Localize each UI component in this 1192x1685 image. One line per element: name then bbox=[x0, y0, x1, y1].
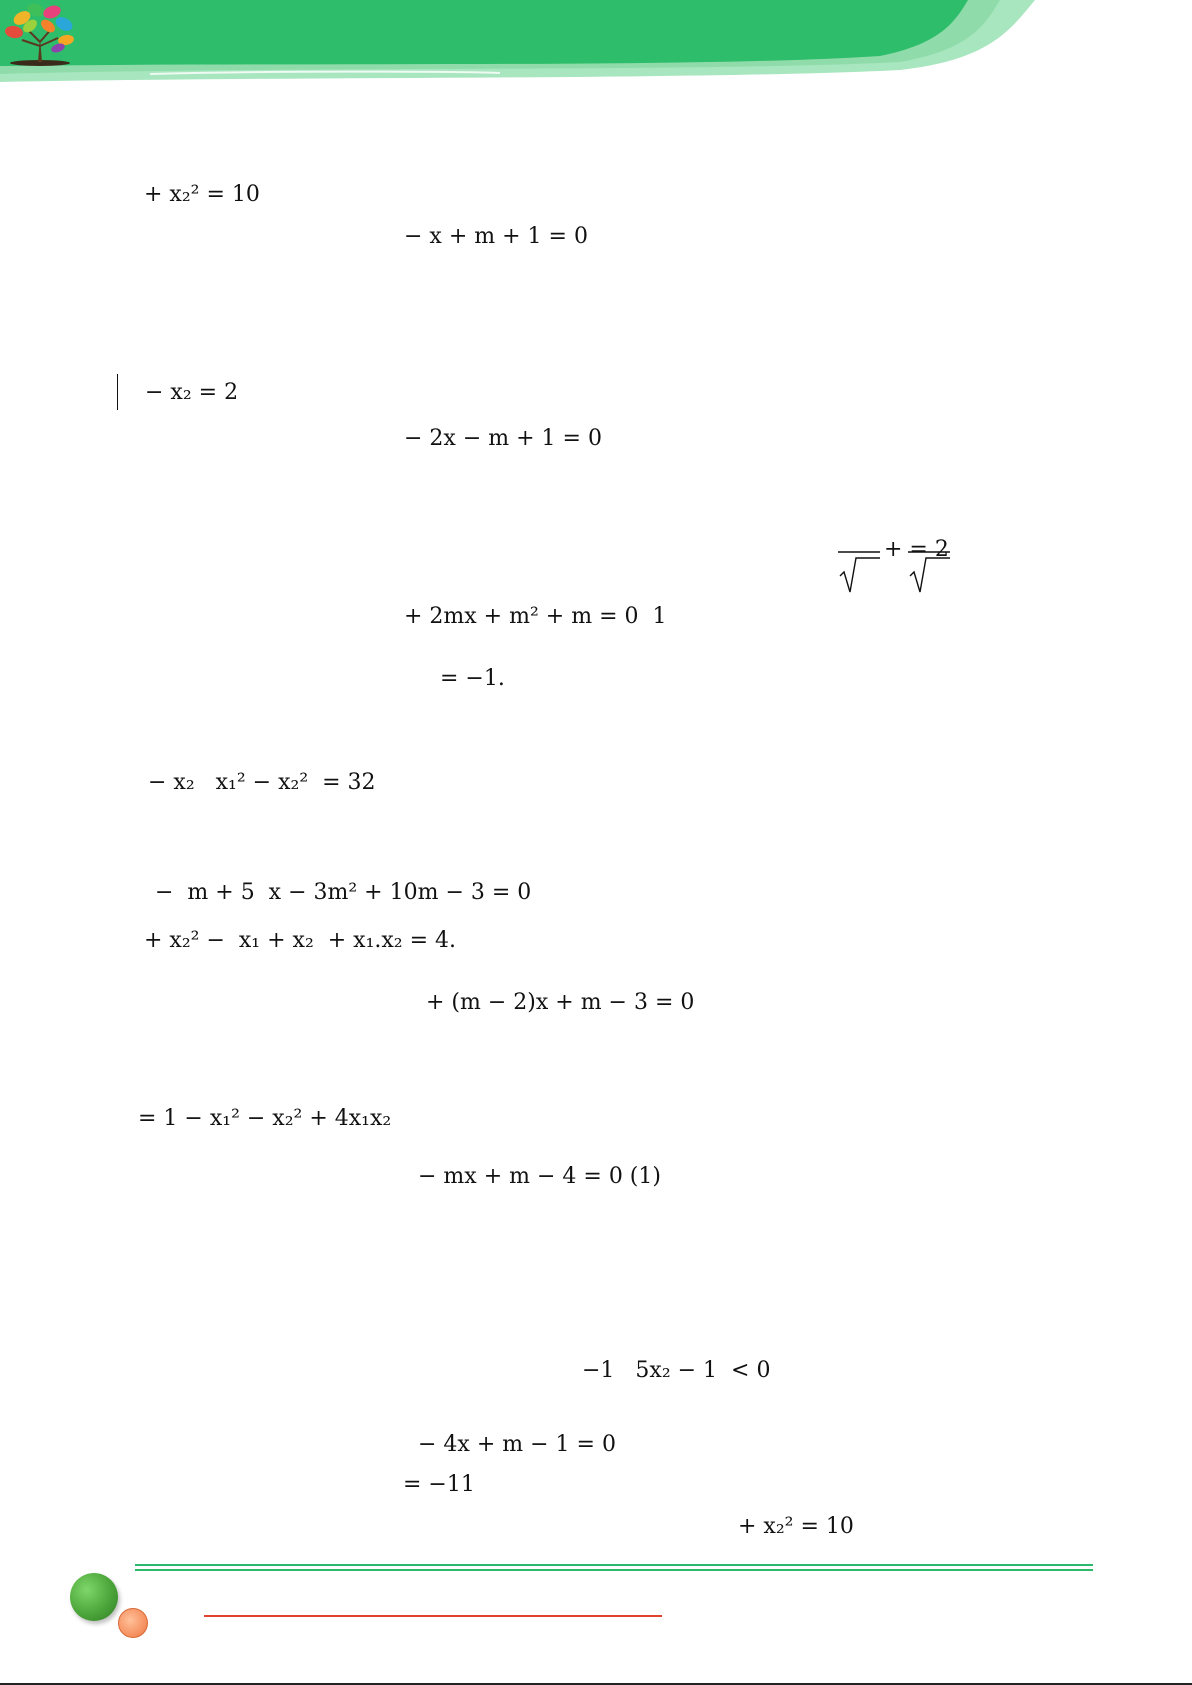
equation-17: + x₂² = 10 bbox=[738, 1514, 854, 1539]
equation-10: + x₂² − x₁ + x₂ + x₁.x₂ = 4. bbox=[144, 928, 457, 953]
equation-11: + (m − 2)x + m − 3 = 0 bbox=[426, 990, 695, 1015]
footer-red-rule bbox=[204, 1615, 662, 1617]
equation-9: − m + 5 x − 3m² + 10m − 3 = 0 bbox=[155, 880, 532, 905]
equation-15: − 4x + m − 1 = 0 bbox=[418, 1432, 616, 1457]
equation-14: −1 5x₂ − 1 < 0 bbox=[582, 1358, 771, 1383]
equation-8: − x₂ x₁² − x₂² = 32 bbox=[148, 770, 376, 795]
equation-4: − 2x − m + 1 = 0 bbox=[404, 426, 602, 451]
equation-1: + x₂² = 10 bbox=[144, 182, 260, 207]
footer-double-rule bbox=[135, 1564, 1093, 1574]
equation-7: = −1. bbox=[440, 666, 505, 691]
equation-16: = −11 bbox=[403, 1472, 475, 1497]
equation-5: + = 2 bbox=[884, 537, 949, 562]
tree-logo-icon bbox=[0, 0, 80, 70]
abs-bar-left bbox=[117, 374, 118, 410]
equation-3: − x₂ = 2 bbox=[145, 380, 239, 405]
orange-ball-icon bbox=[118, 1608, 148, 1638]
equation-13: − mx + m − 4 = 0 (1) bbox=[418, 1164, 661, 1189]
equation-2: − x + m + 1 = 0 bbox=[404, 224, 588, 249]
equation-6: + 2mx + m² + m = 0 1 bbox=[404, 604, 667, 629]
green-ball-icon bbox=[70, 1573, 118, 1621]
header-wave bbox=[0, 0, 1192, 90]
equation-12: = 1 − x₁² − x₂² + 4x₁x₂ bbox=[138, 1106, 392, 1131]
header-banner bbox=[0, 0, 1192, 90]
